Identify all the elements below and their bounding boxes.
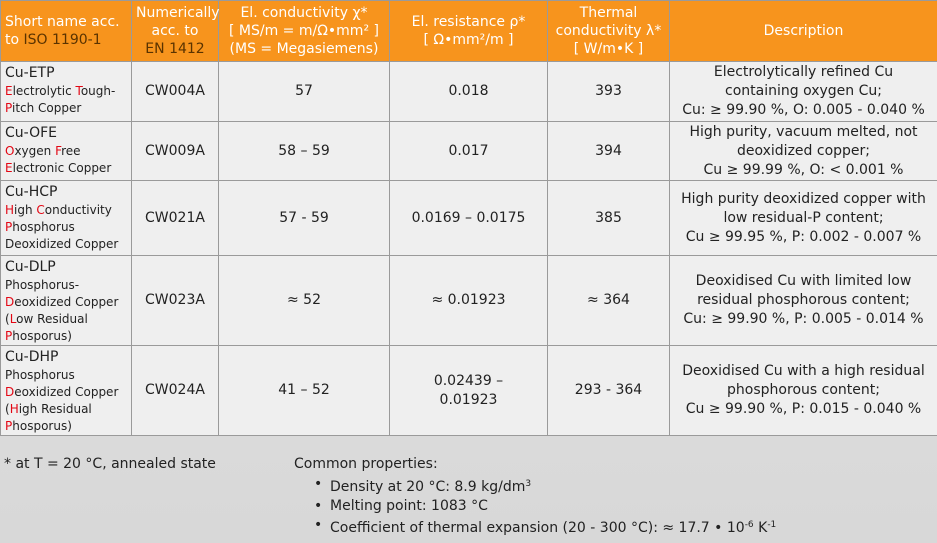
grade-name-text: (	[5, 312, 10, 326]
grade-name-initial: D	[5, 295, 15, 309]
grade-number-cell	[132, 181, 219, 256]
grade-name-cell	[1, 256, 132, 346]
description-cell-line: Deoxidised Cu with limited low	[695, 273, 912, 289]
grade-name-line	[5, 311, 127, 328]
grade-name-text: lectronic Copper	[12, 161, 112, 175]
superscript: -1	[767, 520, 777, 530]
common-property-item	[330, 516, 776, 538]
header-description	[670, 1, 937, 62]
conductivity-cell	[219, 62, 390, 122]
header-resistance	[390, 1, 548, 62]
description-cell-line: Deoxidised Cu with a high residual	[682, 363, 925, 379]
conductivity-cell	[219, 122, 390, 181]
grade-code: Cu-ETP	[5, 65, 55, 81]
conductivity-cell-line: 41 – 52	[278, 382, 330, 398]
header-thermal-line1: Thermal	[579, 5, 638, 21]
conductivity-cell	[219, 346, 390, 436]
grade-name-text: onductivity	[44, 203, 112, 217]
description-cell	[670, 62, 937, 122]
grade-name-text: hosporus)	[12, 329, 72, 343]
grade-number-cell	[132, 346, 219, 436]
grade-name-line	[5, 236, 127, 253]
conductivity-cell	[219, 256, 390, 346]
header-numerically	[132, 1, 219, 62]
thermal-cell	[548, 122, 670, 181]
common-property-item	[330, 475, 776, 497]
grade-name-line	[5, 277, 127, 294]
header-thermal	[548, 1, 670, 62]
grade-name-text: igh Residual	[18, 402, 92, 416]
thermal-cell-line: 393	[595, 83, 622, 99]
description-cell-line: Electrolytically refined Cu	[713, 64, 894, 80]
grade-name-text: (	[5, 402, 10, 416]
description-cell-line: High purity, vacuum melted, not	[689, 123, 918, 140]
conductivity-cell-line: 58 – 59	[278, 142, 330, 159]
grade-number-cell-line: CW004A	[145, 83, 205, 99]
grade-name-line	[5, 202, 127, 219]
table-row	[1, 62, 937, 122]
header-en-ref: EN 1412	[145, 41, 205, 57]
conductivity-cell-line: 57	[295, 83, 313, 99]
grade-code: Cu-DLP	[5, 259, 56, 275]
grade-name-initial: L	[9, 312, 17, 326]
common-property-text: Density at 20 °C: 8.9 kg/dm	[330, 479, 526, 495]
grade-name-initial: H	[9, 402, 19, 416]
grade-code: Cu-OFE	[5, 125, 58, 141]
description-cell-line: low residual-P content;	[723, 209, 884, 226]
grade-name-line	[5, 384, 127, 401]
description-cell	[670, 122, 937, 181]
footnote: * at T = 20 °C, annealed state	[4, 456, 216, 472]
description-cell	[670, 346, 937, 436]
header-thermal-line2: conductivity λ*	[555, 23, 662, 39]
thermal-cell	[548, 256, 670, 346]
grade-number-cell	[132, 62, 219, 122]
description-cell-line: deoxidized copper;	[736, 142, 870, 159]
grade-number-cell-line: CW023A	[145, 292, 205, 308]
header-short-name	[1, 1, 132, 62]
grade-name-text: itch Copper	[11, 101, 82, 115]
thermal-cell	[548, 181, 670, 256]
grade-name-initial: F	[55, 144, 62, 158]
common-properties-title: Common properties:	[294, 456, 438, 472]
table-row	[1, 181, 937, 256]
common-property-unit: K	[753, 520, 768, 536]
description-cell-line: phosphorous content;	[727, 382, 880, 398]
grade-name-text: eoxidized Copper	[14, 385, 119, 399]
conductivity-cell	[219, 181, 390, 256]
grade-number-cell-line: CW024A	[145, 382, 205, 398]
grade-name-line	[5, 367, 127, 384]
header-short-name-prefix: to	[5, 32, 24, 48]
description-cell-line: containing oxygen Cu;	[725, 83, 882, 99]
resistance-cell-line: ≈ 0.01923	[431, 292, 506, 308]
table-row	[1, 256, 937, 346]
notes-section	[0, 446, 937, 543]
grade-name-initial: D	[5, 385, 15, 399]
grade-number-cell-line: CW021A	[145, 209, 205, 226]
thermal-cell-line: ≈ 364	[587, 292, 630, 308]
grade-name-text: igh	[14, 203, 37, 217]
grade-name-line	[5, 100, 127, 117]
grade-name-cell	[1, 346, 132, 436]
grade-name-initial: E	[5, 161, 13, 175]
description-cell-line: Cu ≥ 99.90 %, P: 0.015 - 0.040 %	[685, 401, 922, 417]
header-row	[1, 1, 937, 62]
header-thermal-line3: [ W/m•K ]	[573, 41, 644, 57]
grade-name-text: lectrolytic	[12, 84, 76, 98]
description-cell-line: Cu ≥ 99.95 %, P: 0.002 - 0.007 %	[685, 228, 922, 245]
resistance-cell	[390, 256, 548, 346]
resistance-cell-line: 0.017	[448, 142, 489, 159]
grade-code: Cu-HCP	[5, 184, 58, 200]
description-cell-line: Cu ≥ 99.99 %, O: < 0.001 %	[703, 161, 904, 178]
header-iso-ref: ISO 1190-1	[23, 32, 102, 48]
thermal-cell-line: 394	[595, 142, 622, 159]
thermal-cell-line: 293 - 364	[574, 382, 643, 398]
grade-name-text: Phosphorus	[5, 368, 75, 382]
conductivity-cell-line: 57 - 59	[279, 209, 329, 226]
grade-name-initial: E	[5, 84, 13, 98]
resistance-cell-line: 0.01923	[439, 391, 498, 408]
thermal-cell	[548, 62, 670, 122]
header-conductivity-line3: (MS = Megasiemens)	[229, 41, 379, 57]
resistance-cell-line: 0.018	[448, 83, 489, 99]
header-numerically-line1: Numerically	[136, 5, 220, 21]
grade-name-cell	[1, 62, 132, 122]
table-body	[1, 62, 937, 436]
grade-name-initial: P	[5, 101, 12, 115]
header-short-name-line1: Short name acc.	[5, 14, 120, 30]
grade-name-line	[5, 328, 127, 345]
header-resistance-line1: El. resistance ρ*	[411, 14, 526, 30]
common-properties-list	[330, 475, 776, 538]
grade-name-text: eoxidized Copper	[14, 295, 119, 309]
grade-name-initial: H	[5, 203, 15, 217]
grade-name-line	[5, 418, 127, 435]
common-property-item	[330, 497, 776, 516]
header-resistance-line2: [ Ω•mm²/m ]	[423, 32, 514, 48]
grade-name-line	[5, 160, 127, 177]
grade-name-text: hosphorus	[12, 220, 75, 234]
header-conductivity	[219, 1, 390, 62]
header-description-label: Description	[763, 23, 844, 39]
thermal-cell	[548, 346, 670, 436]
grade-name-line	[5, 401, 127, 418]
grade-name-line	[5, 143, 127, 160]
grade-name-text: ough-	[80, 84, 116, 98]
grade-code: Cu-DHP	[5, 349, 59, 365]
description-cell-line: Cu: ≥ 99.90 %, O: 0.005 - 0.040 %	[682, 102, 925, 118]
grade-name-text: xygen	[14, 144, 56, 158]
common-property-text: Melting point: 1083 °C	[330, 498, 488, 514]
description-cell	[670, 181, 937, 256]
grade-name-initial: P	[5, 419, 13, 433]
grade-name-text: Phosphorus-	[5, 278, 80, 292]
description-cell-line: High purity deoxidized copper with	[681, 190, 926, 207]
grade-name-cell	[1, 181, 132, 256]
common-property-text: Coefficient of thermal expansion (20 - 300 °C): ≈ 17.7 • 10	[330, 520, 745, 536]
grade-number-cell	[132, 122, 219, 181]
header-conductivity-line2: [ MS/m = m/Ω•mm² ]	[229, 23, 379, 39]
grade-number-cell	[132, 256, 219, 346]
grade-name-line	[5, 83, 127, 100]
grade-name-text: ow Residual	[16, 312, 88, 326]
conductivity-cell-line: ≈ 52	[287, 292, 321, 308]
description-cell-line: Cu: ≥ 99.90 %, P: 0.005 - 0.014 %	[683, 311, 924, 327]
resistance-cell-line: 0.02439 –	[433, 372, 504, 389]
description-cell	[670, 256, 937, 346]
resistance-cell	[390, 62, 548, 122]
table-row	[1, 346, 937, 436]
superscript: 3	[525, 479, 532, 489]
description-cell-line: residual phosphorous content;	[697, 292, 910, 308]
grade-name-text: ree	[61, 144, 81, 158]
grade-name-text: Deoxidized Copper	[5, 237, 119, 251]
grade-name-line	[5, 294, 127, 311]
grade-number-cell-line: CW009A	[145, 142, 205, 159]
header-conductivity-line1: El. conductivity χ*	[240, 5, 368, 21]
grade-name-cell	[1, 122, 132, 181]
grade-name-text: hosporus)	[12, 419, 72, 433]
grade-name-initial: P	[5, 220, 13, 234]
resistance-cell	[390, 346, 548, 436]
resistance-cell	[390, 181, 548, 256]
superscript: -6	[744, 520, 754, 530]
grade-name-line	[5, 219, 127, 236]
grade-name-initial: O	[5, 144, 15, 158]
grade-name-initial: P	[5, 329, 13, 343]
grade-name-initial: C	[36, 203, 45, 217]
resistance-cell	[390, 122, 548, 181]
resistance-cell-line: 0.0169 – 0.0175	[411, 209, 526, 226]
grade-name-initial: T	[75, 84, 81, 98]
thermal-cell-line: 385	[595, 209, 622, 226]
header-numerically-line2: acc. to	[151, 23, 199, 39]
table-row	[1, 122, 937, 181]
